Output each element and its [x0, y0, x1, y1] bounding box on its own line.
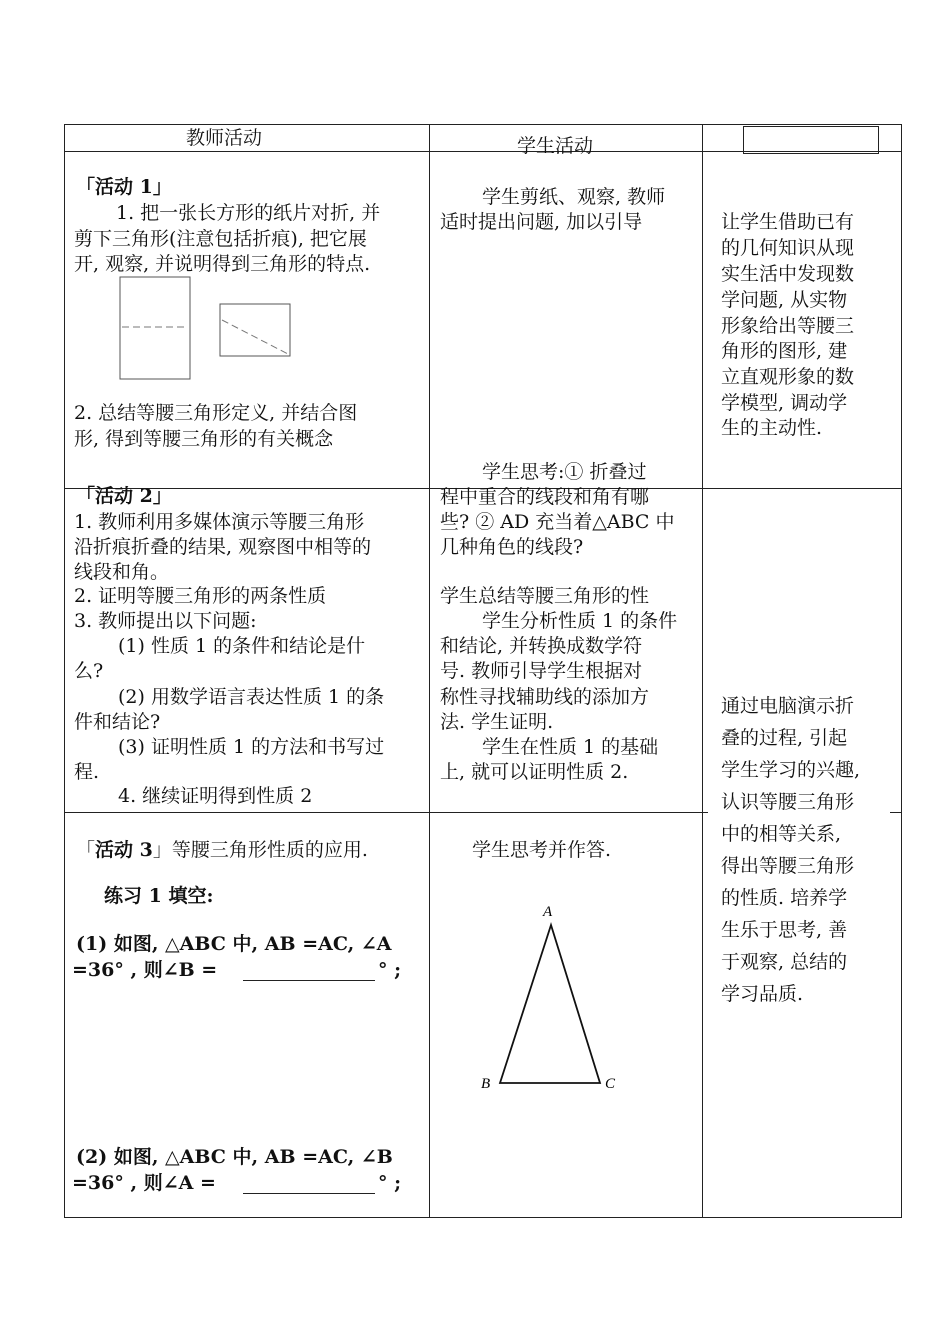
row1-teacher-line: 2. 总结等腰三角形定义, 并结合图 — [74, 402, 358, 424]
row2-student-line: 学生思考:① 折叠过 — [482, 461, 647, 483]
row2-student-line: 几种角色的线段? — [440, 536, 584, 558]
column-divider-1 — [429, 124, 430, 1218]
question-1-answer-blank[interactable] — [243, 980, 375, 981]
row1-teacher-line: 开, 观察, 并说明得到三角形的特点. — [74, 253, 371, 275]
row2-student-line: 法. 学生证明. — [440, 711, 554, 733]
table-bottom-border — [64, 1217, 902, 1218]
question-2-answer-blank[interactable] — [243, 1193, 375, 1194]
row1-intent-line: 学问题, 从实物 — [721, 289, 848, 311]
row2-teacher-line: (1) 性质 1 的条件和结论是什 — [118, 635, 366, 657]
row2-teacher-line: (2) 用数学语言表达性质 1 的条 — [118, 686, 385, 708]
row1-intent-line: 让学生借助已有 — [721, 211, 855, 233]
vertex-label-c: C — [605, 1076, 616, 1092]
row2-teacher-line: 3. 教师提出以下问题: — [74, 610, 257, 632]
column-divider-2 — [702, 124, 703, 1218]
row2-student-line: 学生在性质 1 的基础 — [482, 736, 659, 758]
row1-teacher-line: 形, 得到等腰三角形的有关概念 — [74, 428, 334, 450]
row1-intent-line: 实生活中发现数 — [721, 263, 855, 285]
header-student-activity: 学生活动 — [517, 135, 594, 157]
row1-intent-line: 的几何知识从现 — [721, 237, 855, 259]
row2-teacher-line: 1. 教师利用多媒体演示等腰三角形 — [74, 511, 365, 533]
row1-student-line: 学生剪纸、观察, 教师 — [482, 186, 666, 208]
paper-rectangle-portrait — [120, 277, 190, 379]
row2-student-line: 学生分析性质 1 的条件 — [482, 610, 678, 632]
table-right-border — [901, 124, 902, 1218]
row2-intent-line: 叠的过程, 引起 — [721, 727, 848, 749]
activity-2-title: 「活动 2」 — [76, 485, 172, 507]
vertex-label-a: A — [543, 904, 553, 920]
row2-student-line: 些? ② AD 充当着△ABC 中 — [440, 511, 675, 533]
row2-intent-line: 通过电脑演示折 — [721, 695, 855, 717]
fold-line-diagonal — [222, 320, 288, 354]
question-2-line2: =36° , 则∠A = — [72, 1172, 216, 1194]
activity-3-label: 活动 3 — [95, 839, 153, 861]
row2-student-line: 程中重合的线段和角有哪 — [440, 486, 650, 508]
vertex-label-b: B — [481, 1076, 491, 1092]
activity-1-title: 「活动 1」 — [76, 176, 172, 198]
row1-intent-line: 生的主动性. — [721, 417, 823, 439]
paper-rectangle-landscape — [220, 304, 290, 356]
row1-intent-line: 角形的图形, 建 — [721, 340, 848, 362]
row2-student-line: 称性寻找辅助线的添加方 — [440, 686, 650, 708]
row2-intent-line: 得出等腰三角形 — [721, 855, 855, 877]
row2-teacher-line: 2. 证明等腰三角形的两条性质 — [74, 585, 327, 607]
row1-intent-line: 形象给出等腰三 — [721, 315, 855, 337]
row2-teacher-line: 件和结论? — [74, 711, 161, 733]
question-1-tail: ° ; — [378, 959, 402, 981]
row2-student-line: 上, 就可以证明性质 2. — [440, 761, 629, 783]
exercise-1-heading: 练习 1 填空: — [104, 885, 214, 907]
row1-intent-line: 立直观形象的数 — [721, 366, 855, 388]
question-1-line2: =36° , 则∠B = — [72, 959, 218, 981]
row2-intent-line: 学生学习的兴趣, — [721, 759, 861, 781]
activity-3-description: 」等腰三角形性质的应用. — [152, 839, 368, 861]
header-empty-box — [743, 126, 879, 154]
folded-paper-figure — [110, 270, 310, 388]
activity-3-title — [76, 838, 368, 863]
row2-intent-line: 于观察, 总结的 — [721, 951, 848, 973]
row2-student-line: 和结论, 并转换成数学符 — [440, 635, 643, 657]
row2-teacher-line: 4. 继续证明得到性质 2 — [118, 785, 313, 807]
header-teacher-activity: 教师活动 — [186, 127, 263, 149]
row3-student-line: 学生思考并作答. — [472, 839, 612, 861]
row2-bottom-border-left — [64, 812, 708, 813]
row2-intent-line: 学习品质. — [721, 983, 804, 1005]
table-top-border — [64, 124, 902, 125]
row1-student-line: 适时提出问题, 加以引导 — [440, 211, 643, 233]
row2-intent-line: 生乐于思考, 善 — [721, 919, 848, 941]
isosceles-triangle-figure — [470, 895, 630, 1100]
question-1-line1: (1) 如图, △ABC 中, AB =AC, ∠A — [76, 933, 392, 955]
question-2-line1: (2) 如图, △ABC 中, AB =AC, ∠B — [76, 1146, 393, 1168]
row2-teacher-line: 沿折痕折叠的结果, 观察图中相等的 — [74, 536, 372, 558]
row1-teacher-line: 剪下三角形(注意包括折痕), 把它展 — [74, 228, 367, 250]
row2-student-line: 号. 教师引导学生根据对 — [440, 660, 643, 682]
table-left-border — [64, 124, 65, 1218]
row2-teacher-line: (3) 证明性质 1 的方法和书写过 — [118, 736, 385, 758]
row2-intent-line: 中的相等关系, — [721, 823, 842, 845]
row2-teacher-line: 程. — [74, 761, 100, 783]
question-2-tail: ° ; — [378, 1172, 402, 1194]
row2-teacher-line: 线段和角。 — [74, 561, 170, 583]
row1-teacher-line: 1. 把一张长方形的纸片对折, 并 — [116, 202, 381, 224]
row1-intent-line: 学模型, 调动学 — [721, 392, 848, 414]
row2-intent-line: 的性质. 培养学 — [721, 887, 848, 909]
row2-intent-line: 认识等腰三角形 — [721, 791, 855, 813]
activity-3-bracket-open: 「 — [76, 839, 96, 861]
triangle-abc — [500, 925, 600, 1083]
row2-teacher-line: 么? — [74, 660, 104, 682]
row2-student-line: 学生总结等腰三角形的性 — [440, 585, 650, 607]
